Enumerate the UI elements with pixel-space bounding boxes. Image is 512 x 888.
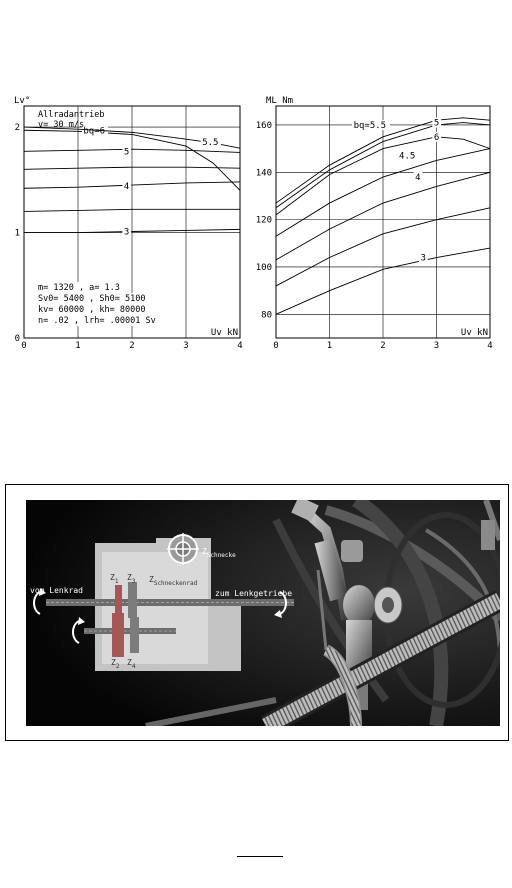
series-label: bq=5.5 (353, 120, 387, 131)
annotation-text: v= 30 m/s (38, 120, 85, 130)
series-label: 6 (433, 132, 440, 143)
x-tick-label: 1 (326, 341, 333, 351)
gear-z4 (130, 617, 139, 653)
y-tick-label: 0 (14, 334, 20, 344)
series-label: 3 (123, 227, 130, 238)
annotation-text: n= .02 , lrh= .00001 Sv (38, 316, 156, 326)
x-tick-label: 3 (433, 341, 440, 351)
y-tick-label: 160 (255, 120, 272, 131)
x-tick-label: 4 (237, 341, 243, 351)
label-vom-lenkrad: vom Lenkrad (30, 586, 83, 595)
y-axis-label: Lv° (14, 96, 31, 106)
label-z4: $Z_4$ (127, 658, 136, 670)
x-axis-label: Uv kN (460, 328, 488, 338)
page-number-rule (237, 856, 283, 857)
chart-panel-1 (14, 96, 243, 351)
annotation-text: kv= 60000 , kh= 80000 (38, 305, 146, 315)
label-z3: $Z_3$ (127, 573, 136, 585)
y-tick-label: 120 (255, 215, 272, 226)
y-axis-label: ML Nm (266, 96, 294, 106)
steering-gear-figure (26, 500, 500, 726)
x-tick-label: 0 (21, 341, 27, 351)
series-label: 5 (433, 118, 440, 129)
x-tick-label: 1 (75, 341, 81, 351)
x-tick-label: 2 (380, 341, 386, 351)
x-tick-label: 2 (129, 341, 135, 351)
charts-area (0, 88, 512, 358)
annotation-text: Sv0= 5400 , Sh0= 5100 (38, 294, 146, 304)
annotation-text: m= 1320 , a= 1.3 (38, 283, 120, 293)
series-label: 4.5 (399, 151, 416, 162)
label-z2: $Z_2$ (111, 658, 120, 670)
gear-z1 (115, 585, 122, 615)
series-label: bq=6 (83, 126, 106, 137)
label-z-schneckenrad: $Z_{Schneckenrad}$ (149, 575, 198, 587)
x-tick-label: 3 (183, 341, 189, 351)
y-tick-label: 1 (14, 228, 20, 239)
x-axis-label: Uv kN (210, 328, 238, 338)
label-z1: $Z_1$ (110, 573, 119, 585)
chart-panel-2 (256, 96, 493, 351)
figure-box (5, 484, 509, 741)
y-tick-label: 100 (255, 262, 272, 273)
y-tick-label: 80 (261, 310, 272, 321)
x-tick-label: 4 (487, 341, 493, 351)
y-tick-label: 2 (14, 123, 20, 134)
gear-z3 (128, 582, 137, 618)
series-label: 4 (415, 173, 421, 184)
series-label: 4 (123, 182, 130, 193)
x-tick-label: 0 (273, 341, 279, 351)
annotation-text: Allradantrieb (38, 110, 105, 120)
series-label: 3 (420, 253, 426, 264)
gear-z2 (112, 613, 124, 657)
series-label: 5 (123, 147, 130, 158)
label-zum-lenkgetriebe: zum Lenkgetriebe (215, 589, 293, 598)
label-z-schnecke: $Z_{Schnecke}$ (202, 547, 236, 559)
series-label: 5.5 (202, 137, 219, 148)
y-tick-label: 140 (255, 168, 272, 179)
